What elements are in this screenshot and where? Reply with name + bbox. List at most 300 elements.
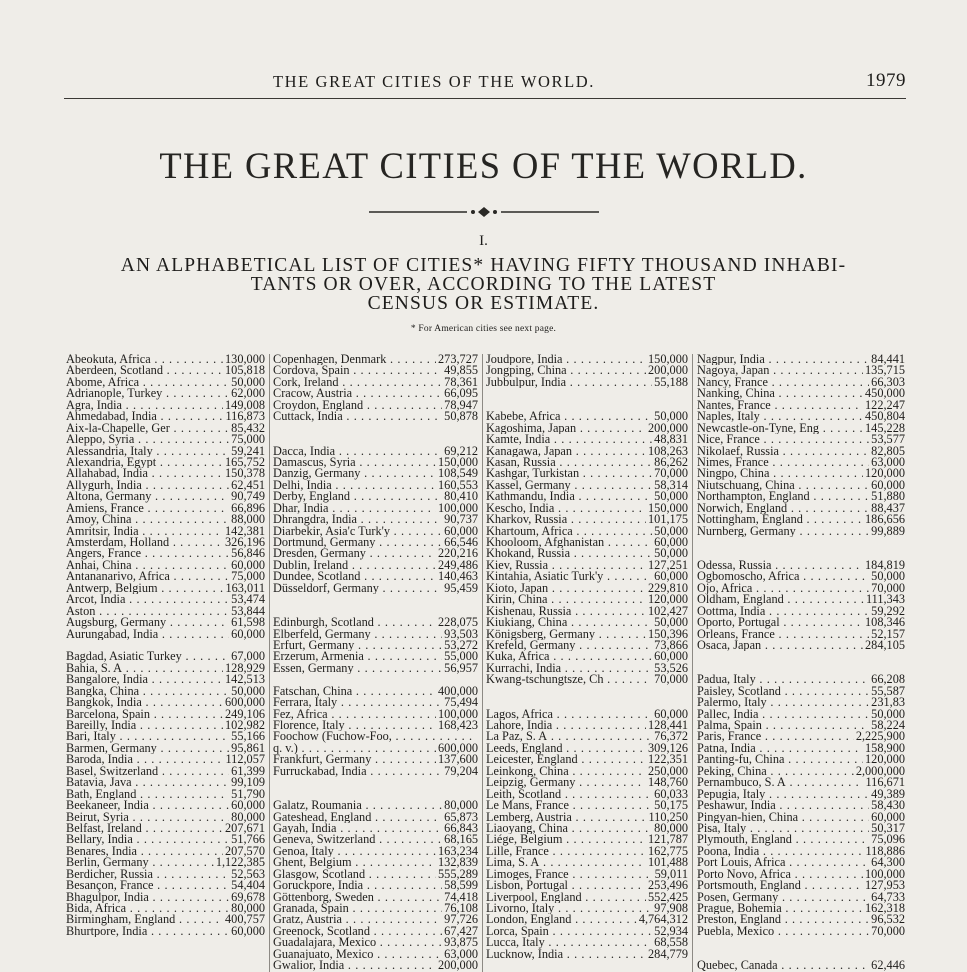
city-name [697,651,903,662]
city-name: Preston, England . . . [697,914,869,925]
city-name: Lagos, Africa . . . [486,709,652,720]
city-name: Nottingham, England . . . [697,514,863,525]
population: 150,396 [648,626,688,641]
city-name: Fatschan, China . . . [273,686,436,697]
city-row [486,674,688,685]
city-name: Aston . . . [66,606,229,617]
population: 49,855 [444,363,478,378]
city-name: Osaca, Japan . . . [697,640,863,651]
population: 162,318 [865,901,905,915]
population: 50,000 [231,683,265,698]
city-name: Barmen, Germany . . . [66,743,229,754]
city-name: Bari, Italy . . . [66,731,229,742]
ornament-divider [369,205,599,219]
city-name: Erfurt, Germany . . . [273,640,442,651]
population: 207,671 [225,820,265,835]
spacer-row [486,686,688,697]
city-name: Port Louis, Africa . . . [697,857,869,868]
city-name: Nice, France . . . [697,434,869,445]
population: 61,598 [231,615,265,630]
population: 127,251 [648,557,688,572]
city-row [273,660,478,675]
population: 150,000 [648,354,688,366]
population: 100,000 [865,866,905,881]
city-name: Nurnberg, Germany . . . [697,526,869,537]
population: 59,241 [231,443,265,458]
population: 96,532 [871,912,905,927]
spacer-row [273,434,478,445]
population: 142,513 [225,672,265,687]
city-name: Königsberg, Germany . . . [486,629,646,640]
population: 68,558 [654,935,688,950]
population: 75,096 [871,832,905,847]
population: 51,766 [231,832,265,847]
population: 200,000 [438,958,478,972]
city-name: Beirut, Syria . . . [66,812,229,823]
population: 59,011 [654,866,688,881]
population: 112,057 [225,752,265,767]
city-name: Khartoum, Africa . . . [486,526,652,537]
population: 66,843 [444,820,478,835]
population: 284,105 [865,637,905,652]
city-row [486,946,688,961]
city-name: Bida, Africa . . . [66,903,229,914]
city-name: Nikolaef, Russia . . . [697,446,869,457]
population: 184,819 [865,557,905,572]
city-name [697,548,903,559]
population: 200,000 [648,420,688,435]
population: 116,873 [225,409,265,424]
city-name: Kirin, China . . . [486,594,646,605]
population: 53,844 [231,603,265,618]
population: 150,000 [648,500,688,515]
population: 105,818 [225,363,265,378]
population: 52,157 [871,626,905,641]
population: 118,886 [865,843,905,858]
city-name: Newcastle-on-Tyne, Eng . . . [697,423,863,434]
city-name [486,686,686,697]
city-name: La Paz, S. A . . . [486,731,652,742]
city-name: Frankfurt, Germany . . . [273,754,436,765]
population: 49,389 [871,786,905,801]
population: 60,000 [654,649,688,664]
city-name: Kasan, Russia . . . [486,457,652,468]
population: 55,000 [444,649,478,664]
column-divider [692,354,693,972]
population: 50,000 [654,546,688,561]
city-name: Bhurtpore, India . . . [66,926,229,937]
population: 220,216 [438,546,478,561]
city-name: Berlin, Germany . . . [66,857,214,868]
population: 52,563 [231,866,265,881]
city-name: q. v.) . . . [273,743,436,754]
city-name: Palma, Spain . . . [697,720,869,731]
city-name: Bangka, China . . . [66,686,229,697]
population: 229,810 [648,580,688,595]
population: 70,000 [654,672,688,687]
population: 50,000 [654,489,688,504]
population: 88,437 [871,500,905,515]
city-name: Belfast, Ireland . . . [66,823,223,834]
city-name: Ogbomoscho, Africa . . . [697,571,869,582]
population: 228,075 [438,615,478,630]
city-name: Poona, India . . . [697,846,863,857]
population: 62,000 [231,386,265,401]
population: 70,000 [654,466,688,481]
population: 63,000 [444,946,478,961]
city-name: Quebec, Canada . . . [697,960,869,971]
city-name: Bellary, India . . . [66,834,229,845]
section-heading [0,256,967,313]
population: 68,165 [444,832,478,847]
city-name: Lemberg, Austria . . . [486,812,646,823]
population: 60,000 [231,923,265,938]
city-column-3 [486,354,688,972]
city-row [697,637,905,652]
section-heading-line: AN ALPHABETICAL LIST OF CITIES* HAVING FIFTY THOUSAND INHABI- [120,255,847,276]
population: 142,381 [225,523,265,538]
population: 122,247 [865,397,905,412]
population: 60,000 [654,535,688,549]
population: 61,399 [231,763,265,778]
city-name: Birmingham, England . . . [66,914,223,925]
city-name: Orleans, France . . . [697,629,869,640]
city-name: Nimes, France . . . [697,457,869,468]
population: 162,775 [648,843,688,858]
city-name: Krefeld, Germany . . . [486,640,652,651]
population: 99,109 [231,775,265,790]
column-divider [482,354,483,972]
population: 58,224 [871,718,905,732]
population: 74,418 [444,889,478,904]
population: 53,474 [231,592,265,607]
population: 2,000,000 [855,763,905,778]
population: 76,372 [654,729,688,744]
city-name: Amsterdam, Holland . . . [66,537,223,548]
population: 50,000 [871,569,905,584]
city-name: Dortmund, Germany . . . [273,537,442,548]
population: 50,317 [871,820,905,835]
population: 88,000 [231,512,265,527]
city-name: Abome, Africa . . . [66,377,229,388]
population: 65,873 [444,809,478,824]
population: 90,737 [444,512,478,527]
city-row [273,411,478,422]
population: 309,126 [648,740,688,755]
city-row [273,720,478,731]
population: 79,204 [444,763,478,778]
population: 555,289 [438,866,478,881]
city-name: Liverpool, England . . . [486,892,646,903]
city-name: Geneva, Switzerland . . . [273,834,442,845]
city-name: Pisa, Italy . . . [697,823,869,834]
page-title: THE GREAT CITIES OF THE WORLD. [159,145,808,186]
city-name: Jubbulpur, India . . . [486,377,652,388]
population: 132,839 [438,855,478,870]
city-name: Genoa, Italy . . . [273,846,436,857]
city-name: Nanking, China . . . [697,388,863,399]
city-name: Pallec, India . . . [697,709,869,720]
population: 84,441 [871,354,905,366]
city-name: Lorca, Spain . . . [486,926,652,937]
city-name: Aix-la-Chapelle, Ger . . . [66,423,229,434]
city-name: Gratz, Austria . . . [273,914,442,925]
city-name [66,640,263,651]
city-name: Kioto, Japan . . . [486,583,646,594]
population: 60,000 [871,809,905,824]
city-name: Nagoya, Japan . . . [697,365,863,376]
population: 163,234 [438,843,478,858]
population: 135,715 [865,363,905,378]
population: 80,000 [231,809,265,824]
city-name: Padua, Italy . . . [697,674,869,685]
population: 122,351 [648,752,688,767]
city-name: Erzerum, Armenia . . . [273,651,442,662]
population: 253,496 [648,878,688,893]
city-name: Nagpur, India . . . [697,354,869,365]
city-name: Kamte, India . . . [486,434,652,445]
city-name: Danzig, Germany . . . [273,468,436,479]
population [476,423,478,434]
city-name: Greenock, Scotland . . . [273,926,442,937]
population: 101,488 [648,855,688,870]
city-name: Nancy, France . . . [697,377,869,388]
city-name: Bangkok, India . . . [66,697,223,708]
population: 50,000 [654,523,688,538]
city-name: Joudpore, India . . . [486,354,646,365]
city-name: Paris, France . . . [697,731,854,742]
city-name: Prague, Bohemia . . . [697,903,863,914]
population: 78,947 [444,397,478,412]
city-name: Lucknow, India . . . [486,949,646,960]
population: 140,463 [438,569,478,584]
population: 80,000 [444,798,478,813]
population: 400,757 [225,912,265,927]
spacer-row [697,651,905,662]
city-name: Basel, Switzerland . . . [66,766,229,777]
population [686,388,688,399]
population: 160,553 [438,477,478,492]
city-name: Nantes, France . . . [697,400,863,411]
population: 53,272 [444,637,478,652]
population: 50,878 [444,409,478,424]
population: 58,599 [444,878,478,893]
city-name: London, England . . . [486,914,637,925]
population: 64,300 [871,855,905,870]
spacer-row [486,400,688,411]
population: 55,166 [231,729,265,744]
population: 80,000 [654,820,688,835]
population: 60,000 [231,557,265,572]
city-name: Batavia, Java . . . [66,777,229,788]
population: 2,225,900 [855,729,905,744]
city-name: Kathmandu, India . . . [486,491,652,502]
population: 56,846 [231,546,265,561]
city-name: Kabebe, Africa . . . [486,411,652,422]
city-name: Elberfeld, Germany . . . [273,629,442,640]
population: 66,896 [231,500,265,515]
population: 95,459 [444,580,478,595]
population: 284,779 [648,946,688,961]
population: 158,900 [865,740,905,755]
population: 67,000 [231,649,265,664]
city-name: Guadalajara, Mexico . . . [273,937,442,948]
population: 60,033 [654,786,688,801]
population: 128,929 [225,660,265,675]
city-name: Derby, England . . . [273,491,442,502]
population: 326,196 [225,535,265,549]
city-name: Portsmouth, England . . . [697,880,863,891]
spacer-row [486,697,688,708]
city-row [486,374,688,389]
population: 97,908 [654,901,688,915]
population [903,937,905,948]
population: 60,000 [654,706,688,721]
city-name: Leith, Scotland . . . [486,789,652,800]
city-name: Ahmedabad, India . . . [66,411,223,422]
population: 69,678 [231,889,265,904]
city-name: Fez, Africa . . . [273,709,436,720]
city-name: Dundee, Scotland . . . [273,571,436,582]
population: 64,733 [871,889,905,904]
city-name: Porto Novo, Africa . . . [697,869,863,880]
spacer-row [273,423,478,434]
city-name: Arcot, India . . . [66,594,229,605]
city-name: Lahore, India . . . [486,720,646,731]
population [476,777,478,788]
city-name: Copenhagen, Denmark . . . [273,354,436,365]
city-name: Naples, Italy . . . [697,411,863,422]
population: 231,83 [871,695,905,710]
city-name: Livorno, Italy . . . [486,903,652,914]
population: 82,805 [871,443,905,458]
spacer-row [273,606,478,617]
running-title: THE GREAT CITIES OF THE WORLD. [272,72,596,91]
city-name: Alessandria, Italy . . . [66,446,229,457]
spacer-row [697,949,905,960]
city-name: Florence, Italy . . . [273,720,436,731]
city-name: Gayah, India . . . [273,823,442,834]
footnote: * For American cities see next page. [410,324,557,334]
city-name: Dublin, Ireland . . . [273,560,436,571]
city-name: Baroda, India . . . [66,754,223,765]
city-name: Lucca, Italy . . . [486,937,652,948]
population: 128,441 [648,718,688,732]
city-name: Liaoyang, China . . . [486,823,652,834]
city-name [273,434,476,445]
city-name: Kwang-tschungtsze, Ch . . . [486,674,652,685]
city-row [697,960,905,971]
city-name: Limoges, France . . . [486,869,653,880]
spacer-row [273,674,478,685]
city-name [273,423,476,434]
population: 137,600 [438,752,478,767]
city-name: Dresden, Germany . . . [273,548,436,559]
population: 450,000 [865,386,905,401]
population: 75,000 [231,569,265,584]
population: 50,000 [654,409,688,424]
city-name: Posen, Germany . . . [697,892,869,903]
population: 273,727 [438,354,478,366]
city-name: Foochow (Fuchow-Foo, . . . [273,731,476,742]
population: 75,000 [231,432,265,447]
population: 66,208 [871,672,905,687]
population: 59,292 [871,603,905,618]
city-name [273,789,476,800]
population: 52,934 [654,923,688,938]
city-name: Antananarivo, Africa . . . [66,571,229,582]
spacer-row [697,548,905,559]
population: 69,212 [444,443,478,458]
population: 53,577 [871,432,905,447]
city-name: Dhar, India . . . [273,503,436,514]
population: 56,957 [444,660,478,675]
population: 100,000 [438,500,478,515]
population [903,537,905,548]
population: 163,011 [225,580,265,595]
city-name: Croydon, England . . . [273,400,442,411]
city-name: Barcelona, Spain . . . [66,709,223,720]
city-name: Cracow, Austria . . . [273,388,442,399]
population: 111,343 [865,592,905,607]
city-name: Kagoshima, Japan . . . [486,423,646,434]
city-name: Bahia, S. A . . . [66,663,223,674]
population: 400,000 [438,683,478,698]
city-name: Guanajuato, Mexico . . . [273,949,442,960]
population: 150,378 [225,466,265,481]
population: 66,095 [444,386,478,401]
header-rule [64,98,906,99]
population: 85,432 [231,420,265,435]
city-name: Patna, India . . . [697,743,863,754]
population: 450,804 [865,409,905,424]
population: 600,000 [438,740,478,755]
city-name: Pepugia, Italy . . . [697,789,869,800]
population: 150,000 [438,454,478,469]
city-name: Dacca, India . . . [273,446,442,457]
city-name: Alexandria, Egypt . . . [66,457,223,468]
city-name: Beekaneer, India . . . [66,800,229,811]
population: 108,549 [438,466,478,481]
population: 60,000 [871,477,905,492]
city-name: Cork, Ireland . . . [273,377,442,388]
population [903,651,905,662]
city-name: Cordova, Spain . . . [273,365,442,376]
city-name: Northampton, England . . . [697,491,869,502]
spacer-row [273,594,478,605]
city-name: Diarbekir, Asia'c Turk'y . . . [273,526,442,537]
population: 186,656 [865,512,905,527]
population: 100,000 [438,706,478,721]
population: 55,587 [871,683,905,698]
city-name: Amoy, China . . . [66,514,229,525]
population: 120,000 [865,466,905,481]
city-name: Khokand, Russia . . . [486,548,652,559]
city-name: Glasgow, Scotland . . . [273,869,436,880]
city-row [66,626,265,641]
population: 80,000 [231,901,265,915]
city-row [697,923,905,938]
city-name: Kashgar, Turkistan . . . [486,468,652,479]
city-name [697,663,903,674]
population: 99,889 [871,523,905,538]
population: 148,760 [648,775,688,790]
city-row [697,523,905,538]
city-name: Kurrachi, India . . . [486,663,652,674]
city-row [66,923,265,938]
population: 93,875 [444,935,478,950]
city-name: Goruckpore, India . . . [273,880,442,891]
